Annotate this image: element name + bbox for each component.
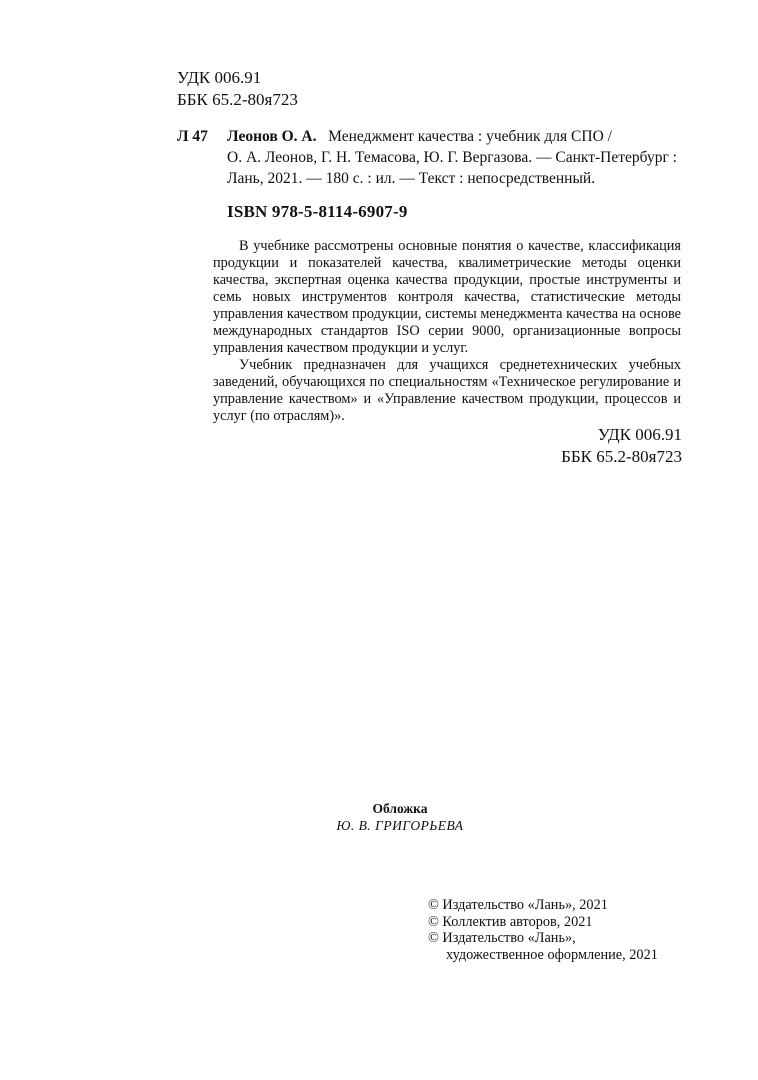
bib-line-2: О. А. Леонов, Г. Н. Темасова, Ю. Г. Вергазова. — Санкт-Петербург : (227, 149, 677, 166)
header-classification (177, 67, 298, 111)
bbk-code: ББК 65.2-80я723 (177, 90, 298, 109)
copyright-line-4: художественное оформление, 2021 (446, 946, 658, 963)
bib-line-1 (227, 126, 687, 147)
footer-classification (540, 424, 682, 468)
cover-label: Обложка (372, 801, 428, 816)
author-name: Леонов О. А. (227, 128, 317, 145)
abstract-paragraph-1: В учебнике рассмотрены основные понятия о качестве, классификация продукции и показателей качества, квалиметрические методы оценки качества, экспертная оценка качества продукции, простые инструменты и семь новых инструментов контроля качества, статистические методы управления качеством продукции, системы менеджмента качества на основе международных стандартов ISO серии 9000, организационные вопросы управления качеством продукции и услуг. (213, 238, 681, 356)
copyright-line-1: © Издательство «Лань», 2021 (428, 897, 608, 913)
abstract-paragraph-2: Учебник предназначен для учащихся среднетехнических учебных заведений, обучающихся по специальностям «Техническое регулирование и управление качеством» и «Управление качеством продукции, процессов и услуг (по отраслям)». (213, 357, 681, 424)
copyright-block (428, 897, 658, 963)
copyright-line-3: © Издательство «Лань», (428, 930, 576, 946)
bibliographic-entry (177, 126, 687, 189)
cover-credit (300, 800, 500, 834)
bib-line-3: Лань, 2021. — 180 с. : ил. — Текст : непосредственный. (227, 170, 596, 187)
udk-code: УДК 006.91 (177, 68, 262, 87)
abstract (213, 238, 681, 425)
author-mark: Л 47 (177, 128, 208, 145)
udk-code-bottom: УДК 006.91 (597, 425, 682, 444)
copyright-line-2: © Коллектив авторов, 2021 (428, 913, 593, 930)
bbk-code-bottom: ББК 65.2-80я723 (561, 447, 682, 466)
cover-designer: Ю. В. ГРИГОРЬЕВА (336, 818, 464, 833)
bib-title: Менеджмент качества : учебник для СПО / (328, 128, 612, 145)
isbn: ISBN 978-5-8114-6907-9 (227, 202, 408, 221)
